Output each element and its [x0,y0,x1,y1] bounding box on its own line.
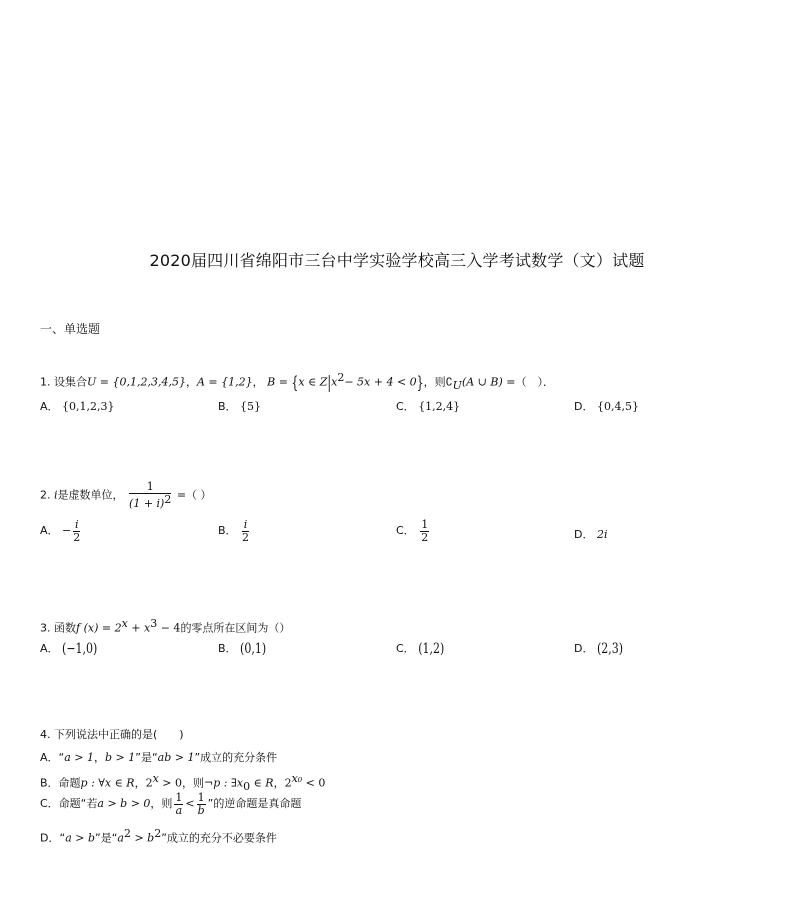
option-text: ，则 [150,797,173,811]
question-text: 是虚数单位， [57,488,124,502]
option-text: 命题“若 [58,797,98,811]
option-label: D． [574,642,594,655]
option-label: A． [40,751,59,764]
fraction [242,519,249,543]
option-label: C． [396,524,415,538]
option-b[interactable] [40,772,325,793]
fraction-denominator: 2 [73,530,81,544]
question-text: 下列说法中正确的是( ) [54,728,184,741]
question-number: 3. [40,621,51,635]
option-text: “ [58,751,65,764]
option-text: ”是“ [135,751,158,764]
option-label: C． [396,642,415,655]
complement-expression: (A ∪ B) = [461,375,516,389]
option-text: ， [94,751,106,764]
option-math: a > b > 0 [97,797,151,811]
question-3-stem [40,617,290,636]
exponent: 3 [150,617,158,630]
option-b[interactable] [218,398,261,414]
set-a: A = {1,2} [196,375,253,389]
option-math: p : ∀x ∈ R [80,776,135,790]
fraction [129,481,171,510]
fraction-numerator: i [74,518,79,531]
option-math: a [117,831,124,845]
option-text: ， [273,776,285,790]
option-d[interactable] [574,526,608,542]
option-d[interactable] [574,640,623,656]
separator: ，则 [423,375,446,389]
complement-subscript: U [452,378,462,392]
fraction-denominator: 2 [242,530,250,544]
option-math: a > b [65,831,95,845]
option-text: 2i [596,528,608,541]
fraction-numerator: i [243,518,248,531]
function-expression: + x [127,621,151,635]
fraction-denominator: b [197,803,205,817]
option-math: 2 [145,776,153,790]
option-math: ab > 1 [157,751,195,764]
set-u: U = {0,1,2,3,4,5} [87,375,186,389]
question-number: 2. [40,488,51,502]
fraction-denominator: 2 [421,530,429,544]
question-4-stem [40,726,184,742]
option-label: D． [40,831,60,845]
option-d[interactable] [40,827,277,846]
fraction-numerator: 1 [129,481,171,494]
option-text: ”成立的充分条件 [194,751,278,764]
option-c[interactable] [396,640,444,656]
question-tail: （ ）． [515,375,554,389]
option-text: “ [59,831,66,845]
option-label: A． [40,524,59,538]
option-text: {0,1,2,3} [62,400,115,413]
exponent: x [121,617,128,630]
option-math: 2 [284,776,292,790]
option-math: > b [130,831,155,845]
option-a[interactable] [40,749,277,765]
option-a[interactable] [40,519,82,543]
section-heading: 一、单选题 [40,322,101,336]
separator: ， [252,375,264,389]
set-b-var: x [331,375,338,389]
fraction-denominator: (1 + i) [129,496,165,510]
complement-symbol: ∁ [445,375,453,389]
option-math: ¬p : ∃x [204,776,244,790]
function-expression: f (x) = 2 [76,621,122,635]
option-text: {5} [240,400,262,413]
option-text: (2,3) [596,640,624,657]
question-1-stem [40,371,554,392]
option-c[interactable] [396,398,460,414]
question-2-stem [40,481,212,510]
fraction-denominator: a [175,803,183,817]
option-label: C． [396,400,415,413]
fraction [73,519,80,543]
option-label: B． [218,524,237,538]
fraction [174,792,183,816]
fraction [197,792,206,816]
option-text: ”的逆命题是真命题 [207,797,302,811]
exponent: 2 [123,827,131,840]
question-text: 函数 [54,621,76,635]
exponent: x₀ [291,772,303,785]
option-b[interactable] [218,519,251,543]
option-text: {1,2,4} [418,400,461,413]
option-label: A． [40,642,59,655]
set-b-condition: − 5x + 4 < 0 [344,375,417,389]
option-a[interactable] [40,398,115,414]
option-math: ∈ R [250,776,274,790]
imaginary-unit: i [54,488,58,502]
set-divider: | [327,372,332,392]
question-tail: =（ ） [176,488,212,502]
option-text: ”是“ [95,831,118,845]
option-math: > 0 [158,776,182,790]
question-number: 1. [40,375,51,389]
option-text: (1,2) [418,640,445,657]
option-c[interactable] [396,519,431,543]
option-b[interactable] [218,640,266,656]
less-than: < [185,797,195,811]
option-label: C． [40,797,59,811]
exponent: 2 [154,827,162,840]
page-title: 2020届四川省绵阳市三台中学实验学校高三入学考试数学（文）试题 [149,251,645,270]
subscript: 0 [243,779,251,793]
option-label: B． [218,642,237,655]
option-text: ”成立的充分不必要条件 [161,831,277,845]
option-label: B． [40,776,59,790]
option-d[interactable] [574,398,639,414]
option-math: b > 1 [105,751,136,764]
option-label: A． [40,400,59,413]
set-b-label: B = [267,375,288,389]
option-c[interactable] [40,792,301,816]
fraction [420,519,429,543]
right-brace: } [416,372,424,392]
separator: ， [185,375,197,389]
left-brace: { [291,372,299,392]
fraction-numerator: 1 [421,518,429,531]
option-text: ， [134,776,146,790]
minus-sign: − [62,524,72,538]
option-text: {0,4,5} [596,400,639,413]
exponent: 2 [164,492,172,506]
option-label: B． [218,400,237,413]
question-text: 设集合 [54,375,87,389]
question-tail: 的零点所在区间为（） [180,621,291,635]
option-a[interactable] [40,640,97,656]
option-label: D． [574,400,594,413]
option-math: a > 1 [64,751,95,764]
fraction-numerator: 1 [175,791,183,804]
fraction-numerator: 1 [197,791,205,804]
option-label: D． [574,528,594,541]
set-b-domain: x ∈ Z [298,375,328,389]
option-text: 命题 [58,776,81,790]
option-text: ，则 [182,776,204,790]
option-math: < 0 [302,776,326,790]
exponent: 2 [337,371,345,384]
function-expression: − 4 [157,621,181,635]
exponent: x [152,772,159,785]
option-text: (0,1) [240,640,267,657]
question-number: 4. [40,728,51,741]
option-text: (−1,0) [62,640,98,657]
